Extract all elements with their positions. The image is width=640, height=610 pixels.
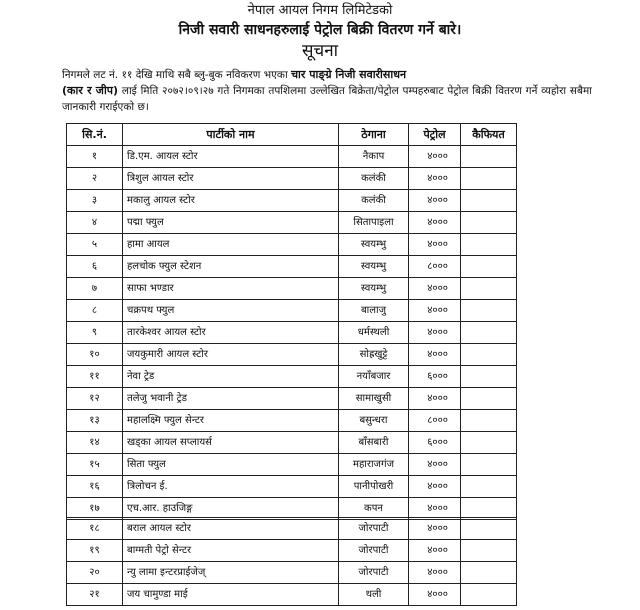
cell-address: नैकाप xyxy=(339,146,409,168)
cell-remark xyxy=(461,476,517,498)
cell-petrol: ४००० xyxy=(409,168,461,190)
cell-remark xyxy=(461,300,517,322)
cell-party-name: डि.एम. आयल स्टोर xyxy=(123,146,339,168)
cell-petrol: ८००० xyxy=(409,256,461,278)
cell-party-name: महालक्ष्मि फ्युल सेन्टर xyxy=(123,410,339,432)
cell-address: नयाँबजार xyxy=(339,366,409,388)
cell-address: स्वयम्भु xyxy=(339,278,409,300)
table-row xyxy=(67,190,517,212)
cell-remark xyxy=(461,146,517,168)
cell-sn: २१ xyxy=(67,584,123,606)
dealer-table xyxy=(66,123,517,520)
cell-remark xyxy=(461,518,517,540)
cell-party-name: मकालु आयल स्टोर xyxy=(123,190,339,212)
col-header-petrol: पेट्रोल xyxy=(409,124,461,146)
cell-sn: ११ xyxy=(67,366,123,388)
cell-party-name: चक्रपथ फ्युल xyxy=(123,300,339,322)
cell-remark xyxy=(461,388,517,410)
cell-petrol: ४००० xyxy=(409,322,461,344)
col-header-sn: सि.नं. xyxy=(67,124,123,146)
cell-petrol: ८००० xyxy=(409,410,461,432)
cell-remark xyxy=(461,168,517,190)
cell-address: बसुन्धरा xyxy=(339,410,409,432)
cell-petrol: ६००० xyxy=(409,432,461,454)
cell-sn: १४ xyxy=(67,432,123,454)
cell-address: पानीपोखरी xyxy=(339,476,409,498)
cell-petrol: ४००० xyxy=(409,454,461,476)
cell-party-name: त्रिलोचन ई. xyxy=(123,476,339,498)
cell-address: कपन xyxy=(339,498,409,520)
cell-sn: ६ xyxy=(67,256,123,278)
cell-remark xyxy=(461,256,517,278)
cell-remark xyxy=(461,234,517,256)
cell-petrol: ४००० xyxy=(409,234,461,256)
cell-sn: ३ xyxy=(67,190,123,212)
cell-party-name: एच.आर. हाउजिङ्ग xyxy=(123,498,339,520)
col-header-remark: कैफियत xyxy=(461,124,517,146)
cell-petrol: ४००० xyxy=(409,584,461,606)
cell-party-name: नेवा ट्रेड xyxy=(123,366,339,388)
cell-address: कलंकी xyxy=(339,168,409,190)
table-row xyxy=(67,146,517,168)
cell-petrol: ४००० xyxy=(409,190,461,212)
table-row xyxy=(67,410,517,432)
intro-paragraph xyxy=(62,67,592,115)
table-row xyxy=(67,388,517,410)
cell-address: सोह्रखुट्टे xyxy=(339,344,409,366)
cell-sn: २ xyxy=(67,168,123,190)
cell-remark xyxy=(461,366,517,388)
dealer-table-body-continued xyxy=(67,518,517,606)
table-row xyxy=(67,300,517,322)
cell-address: थली xyxy=(339,584,409,606)
notice-title: सूचना xyxy=(301,41,339,61)
cell-party-name: तलेजु भवानी ट्रेड xyxy=(123,388,339,410)
cell-sn: १० xyxy=(67,344,123,366)
cell-sn: १३ xyxy=(67,410,123,432)
table-header-row xyxy=(67,124,517,146)
cell-remark xyxy=(461,584,517,606)
cell-party-name: हामा आयल xyxy=(123,234,339,256)
cell-sn: ७ xyxy=(67,278,123,300)
cell-sn: ५ xyxy=(67,234,123,256)
cell-party-name: हलचोक फ्युल स्टेशन xyxy=(123,256,339,278)
cell-remark xyxy=(461,454,517,476)
intro-text-1: निगमले लट नं. ११ देखि माथि सबै ब्लु-बुक नविकरण भएका xyxy=(62,69,292,81)
cell-petrol: ४००० xyxy=(409,498,461,520)
cell-party-name: न्यु लामा इन्टरप्राईजेज् xyxy=(123,562,339,584)
table-row xyxy=(67,234,517,256)
cell-address: महाराजगंज xyxy=(339,454,409,476)
cell-sn: १२ xyxy=(67,388,123,410)
cell-petrol: ४००० xyxy=(409,476,461,498)
table-row xyxy=(67,476,517,498)
cell-address: जोरपाटी xyxy=(339,562,409,584)
cell-sn: ४ xyxy=(67,212,123,234)
cell-sn: १ xyxy=(67,146,123,168)
cell-petrol: ४००० xyxy=(409,388,461,410)
cell-sn: १८ xyxy=(67,518,123,540)
cell-address: धर्मस्थली xyxy=(339,322,409,344)
cell-petrol: ६००० xyxy=(409,366,461,388)
cell-party-name: साफा भण्डार xyxy=(123,278,339,300)
table-row xyxy=(67,322,517,344)
table-row xyxy=(67,256,517,278)
cell-remark xyxy=(461,212,517,234)
cell-party-name: जय चामुण्डा माई xyxy=(123,584,339,606)
intro-bold-vehicle: चार पाङ्ग्रे निजी सवारीसाधन xyxy=(291,68,407,81)
cell-sn: ८ xyxy=(67,300,123,322)
cell-petrol: ४००० xyxy=(409,300,461,322)
cell-address: जोरपाटी xyxy=(339,540,409,562)
table-row xyxy=(67,366,517,388)
cell-petrol: ४००० xyxy=(409,212,461,234)
cell-address: सितापाइला xyxy=(339,212,409,234)
cell-address: बाँसबारी xyxy=(339,432,409,454)
cell-sn: १६ xyxy=(67,476,123,498)
dealer-table-continued xyxy=(66,517,517,606)
cell-sn: २० xyxy=(67,562,123,584)
table-row xyxy=(67,584,517,606)
cell-petrol: ४००० xyxy=(409,562,461,584)
table-row xyxy=(67,432,517,454)
col-header-address: ठेगाना xyxy=(339,124,409,146)
table-row xyxy=(67,278,517,300)
cell-remark xyxy=(461,322,517,344)
cell-sn: १५ xyxy=(67,454,123,476)
cell-address: जोरपाटी xyxy=(339,518,409,540)
org-name: नेपाल आयल निगम लिमिटेडको xyxy=(247,3,393,18)
cell-petrol: ४००० xyxy=(409,344,461,366)
cell-address: स्वयम्भु xyxy=(339,234,409,256)
cell-petrol: ४००० xyxy=(409,518,461,540)
cell-petrol: ४००० xyxy=(409,146,461,168)
table-row xyxy=(67,562,517,584)
cell-address: बालाजु xyxy=(339,300,409,322)
cell-sn: १९ xyxy=(67,540,123,562)
cell-sn: १७ xyxy=(67,498,123,520)
cell-address: स्वयम्भु xyxy=(339,256,409,278)
cell-party-name: तारकेश्वर आयल स्टोर xyxy=(123,322,339,344)
cell-remark xyxy=(461,190,517,212)
cell-party-name: बराल आयल स्टोर xyxy=(123,518,339,540)
cell-petrol: ४००० xyxy=(409,540,461,562)
cell-remark xyxy=(461,410,517,432)
intro-bold-type: (कार र जीप) xyxy=(62,84,119,97)
cell-petrol: ४००० xyxy=(409,278,461,300)
cell-party-name: त्रिशुल आयल स्टोर xyxy=(123,168,339,190)
cell-remark xyxy=(461,562,517,584)
col-header-name: पार्टीको नाम xyxy=(123,124,339,146)
cell-remark xyxy=(461,278,517,300)
table-row xyxy=(67,212,517,234)
dealer-table-body xyxy=(67,146,517,520)
table-row xyxy=(67,454,517,476)
cell-party-name: जयकुमारी आयल स्टोर xyxy=(123,344,339,366)
cell-sn: ९ xyxy=(67,322,123,344)
cell-address: कलंकी xyxy=(339,190,409,212)
cell-address: सामाखुसी xyxy=(339,388,409,410)
cell-party-name: सिता फ्युल xyxy=(123,454,339,476)
table-row xyxy=(67,518,517,540)
cell-remark xyxy=(461,344,517,366)
intro-text-2: लाई मिति २०७२।०९।२७ गते निगमका तपशिलमा उल्लेखित बिक्रेता/पेट्रोल पम्पहरुबाट पेट्रोल बिक्री वितरण गर्ने व्यहोरा सबैमा जानकारी गराईएको छ। xyxy=(62,85,592,113)
table-row xyxy=(67,540,517,562)
notice-subject: निजी सवारी साधनहरुलाई पेट्रोल बिक्री वितरण गर्ने बारे। xyxy=(178,22,462,38)
cell-party-name: बाग्मती पेट्रो सेन्टर xyxy=(123,540,339,562)
cell-party-name: खड्का आयल सप्लायर्स xyxy=(123,432,339,454)
cell-party-name: पद्मा फ्युल xyxy=(123,212,339,234)
table-row xyxy=(67,344,517,366)
table-row xyxy=(67,168,517,190)
cell-remark xyxy=(461,432,517,454)
cell-remark xyxy=(461,540,517,562)
